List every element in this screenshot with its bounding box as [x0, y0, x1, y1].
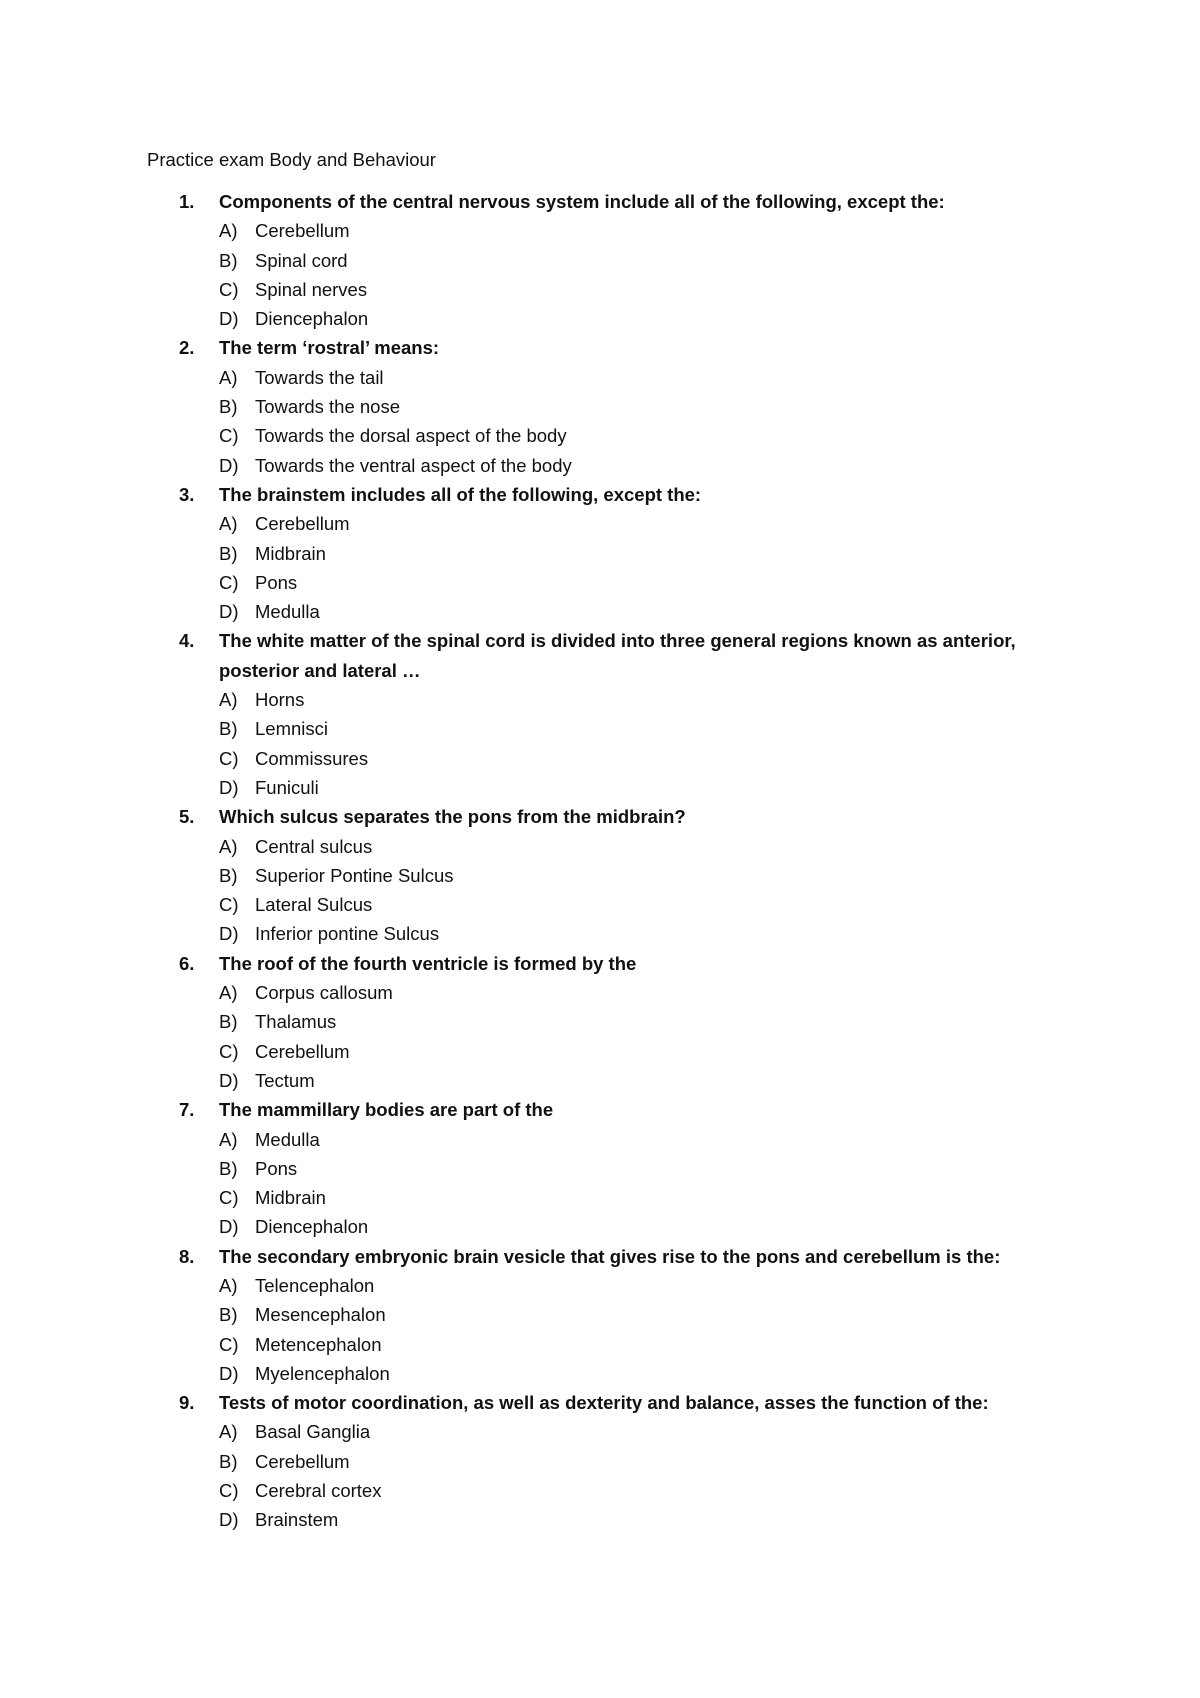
answer-option	[219, 509, 1087, 538]
answer-options	[219, 1271, 1087, 1388]
option-text: Midbrain	[255, 1187, 326, 1209]
answer-option	[219, 1007, 1087, 1036]
option-text: Funiculi	[255, 776, 319, 798]
option-text: Tectum	[255, 1069, 315, 1091]
option-letter: A)	[219, 689, 238, 711]
option-letter: A)	[219, 1421, 238, 1443]
question-item	[147, 1242, 1087, 1388]
answer-option	[219, 714, 1087, 743]
option-letter: B)	[219, 1450, 238, 1472]
option-text: Cerebellum	[255, 1040, 350, 1062]
option-text: Towards the tail	[255, 366, 384, 388]
option-letter: A)	[219, 513, 238, 535]
option-text: Pons	[255, 1157, 298, 1179]
option-letter: D)	[219, 1069, 239, 1091]
option-text: Brainstem	[255, 1509, 339, 1531]
option-text: Central sulcus	[255, 835, 373, 857]
question-text: The mammillary bodies are part of the	[219, 1099, 554, 1121]
question-number: 5.	[179, 806, 195, 828]
option-text: Cerebellum	[255, 1450, 350, 1472]
option-letter: C)	[219, 1187, 239, 1209]
answer-option	[219, 978, 1087, 1007]
option-text: Midbrain	[255, 542, 326, 564]
question-number: 1.	[179, 191, 195, 212]
option-letter: A)	[219, 366, 238, 388]
answer-options	[219, 685, 1087, 802]
option-letter: D)	[219, 601, 239, 623]
answer-option	[219, 1154, 1087, 1183]
answer-option	[219, 539, 1087, 568]
option-letter: B)	[219, 1157, 238, 1179]
answer-option	[219, 1037, 1087, 1066]
option-text: Cerebellum	[255, 513, 350, 535]
answer-option	[219, 1330, 1087, 1359]
option-letter: A)	[219, 982, 238, 1004]
option-letter: D)	[219, 776, 239, 798]
answer-option	[219, 1505, 1087, 1534]
option-letter: B)	[219, 718, 238, 740]
question-list	[147, 187, 1087, 1535]
answer-option	[219, 392, 1087, 421]
option-letter: C)	[219, 571, 239, 593]
option-letter: D)	[219, 454, 239, 476]
option-letter: C)	[219, 1480, 239, 1502]
option-letter: A)	[219, 835, 238, 857]
question-item	[147, 1095, 1087, 1241]
question-text: The brainstem includes all of the following, except the:	[219, 483, 702, 505]
option-text: Thalamus	[255, 1011, 337, 1033]
option-letter: A)	[219, 220, 238, 242]
answer-option	[219, 363, 1087, 392]
option-text: Lemnisci	[255, 718, 328, 740]
answer-option	[219, 1447, 1087, 1476]
answer-option	[219, 1183, 1087, 1212]
answer-options	[219, 509, 1087, 626]
option-text: Horns	[255, 689, 305, 711]
answer-option	[219, 1417, 1087, 1446]
answer-option	[219, 744, 1087, 773]
option-letter: B)	[219, 1304, 238, 1326]
option-text: Spinal nerves	[255, 278, 368, 300]
option-letter: C)	[219, 747, 239, 769]
option-letter: D)	[219, 1362, 239, 1384]
answer-option	[219, 890, 1087, 919]
option-text: Cerebral cortex	[255, 1480, 382, 1502]
question-number: 2.	[179, 337, 195, 359]
question-item	[147, 333, 1087, 479]
question-text: The term ‘rostral’ means:	[219, 337, 440, 359]
option-text: Corpus callosum	[255, 982, 393, 1004]
question-text: The white matter of the spinal cord is divided into three general regions known as anterior, posterior and lateral …	[219, 630, 1016, 681]
question-item	[147, 480, 1087, 626]
option-letter: A)	[219, 1128, 238, 1150]
question-text: Components of the central nervous system include all of the following, except the:	[219, 191, 945, 212]
answer-option	[219, 216, 1087, 245]
document-title: Practice exam Body and Behaviour	[147, 149, 436, 170]
answer-option	[219, 246, 1087, 275]
option-letter: B)	[219, 1011, 238, 1033]
question-text: The roof of the fourth ventricle is formed by the	[219, 952, 637, 974]
answer-option	[219, 919, 1087, 948]
question-number: 7.	[179, 1099, 195, 1121]
answer-option	[219, 773, 1087, 802]
option-text: Towards the dorsal aspect of the body	[255, 425, 567, 447]
answer-option	[219, 1300, 1087, 1329]
answer-option	[219, 861, 1087, 890]
option-text: Towards the ventral aspect of the body	[255, 454, 572, 476]
option-letter: C)	[219, 425, 239, 447]
answer-option	[219, 421, 1087, 450]
question-number: 3.	[179, 483, 195, 505]
answer-options	[219, 832, 1087, 949]
question-text: The secondary embryonic brain vesicle that gives rise to the pons and cerebellum is the:	[219, 1245, 1001, 1267]
option-text: Cerebellum	[255, 220, 350, 242]
option-letter: B)	[219, 249, 238, 271]
option-text: Metencephalon	[255, 1333, 382, 1355]
option-letter: C)	[219, 894, 239, 916]
answer-option	[219, 1125, 1087, 1154]
option-text: Diencephalon	[255, 1216, 369, 1238]
option-text: Commissures	[255, 747, 369, 769]
option-letter: D)	[219, 308, 239, 330]
option-letter: C)	[219, 1040, 239, 1062]
question-text: Which sulcus separates the pons from the midbrain?	[219, 806, 686, 828]
option-text: Basal Ganglia	[255, 1421, 371, 1443]
option-text: Medulla	[255, 1128, 320, 1150]
question-text: Tests of motor coordination, as well as dexterity and balance, asses the function of the:	[219, 1392, 989, 1414]
option-text: Superior Pontine Sulcus	[255, 864, 454, 886]
question-number: 8.	[179, 1245, 195, 1267]
option-letter: D)	[219, 1509, 239, 1531]
option-text: Medulla	[255, 601, 320, 623]
answer-option	[219, 1212, 1087, 1241]
question-number: 6.	[179, 952, 195, 974]
option-text: Myelencephalon	[255, 1362, 390, 1384]
option-text: Lateral Sulcus	[255, 894, 373, 916]
answer-option	[219, 568, 1087, 597]
option-text: Towards the nose	[255, 396, 401, 418]
question-item	[147, 802, 1087, 948]
option-letter: B)	[219, 542, 238, 564]
option-text: Mesencephalon	[255, 1304, 386, 1326]
option-letter: C)	[219, 1333, 239, 1355]
answer-options	[219, 978, 1087, 1095]
answer-option	[219, 832, 1087, 861]
question-number: 9.	[179, 1392, 195, 1414]
answer-option	[219, 597, 1087, 626]
answer-option	[219, 1359, 1087, 1388]
option-text: Pons	[255, 571, 298, 593]
answer-options	[219, 216, 1087, 333]
answer-option	[219, 1066, 1087, 1095]
option-letter: B)	[219, 864, 238, 886]
answer-options	[219, 1417, 1087, 1534]
answer-option	[219, 304, 1087, 333]
option-letter: A)	[219, 1274, 238, 1296]
option-letter: C)	[219, 278, 239, 300]
document-page	[147, 144, 1087, 1535]
answer-options	[219, 363, 1087, 480]
question-number: 4.	[179, 630, 195, 652]
answer-option	[219, 1271, 1087, 1300]
answer-option	[219, 1476, 1087, 1505]
question-item	[147, 1388, 1087, 1534]
option-text: Telencephalon	[255, 1274, 375, 1296]
question-item	[147, 949, 1087, 1095]
question-item	[147, 626, 1087, 802]
option-letter: D)	[219, 1216, 239, 1238]
answer-option	[219, 451, 1087, 480]
option-letter: D)	[219, 923, 239, 945]
answer-options	[219, 1125, 1087, 1242]
answer-option	[219, 275, 1087, 304]
option-text: Spinal cord	[255, 249, 348, 271]
option-text: Inferior pontine Sulcus	[255, 923, 440, 945]
answer-option	[219, 685, 1087, 714]
option-letter: B)	[219, 396, 238, 418]
question-item	[147, 187, 1087, 333]
option-text: Diencephalon	[255, 308, 369, 330]
